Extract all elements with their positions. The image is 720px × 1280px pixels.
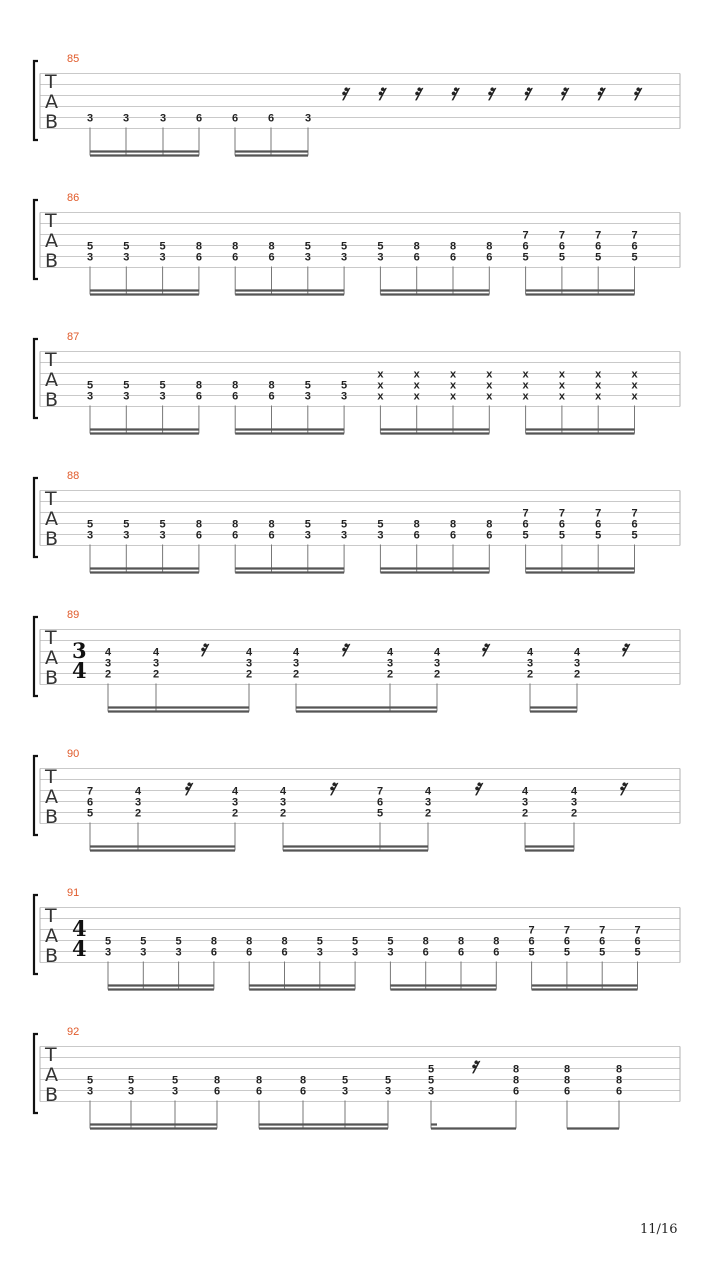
fret-number: 6 — [299, 1085, 307, 1098]
rest-symbol: 𝄿 — [413, 79, 421, 106]
rest-symbol: 𝄿 — [473, 774, 481, 801]
fret-number: 6 — [195, 112, 203, 125]
fret-number: 5 — [631, 529, 638, 542]
fret-number: 5 — [376, 807, 384, 820]
fret-number: 5 — [86, 240, 94, 253]
fret-number: 8 — [486, 240, 493, 253]
tab-clef-letter: A — [45, 91, 58, 113]
fret-number: x — [631, 390, 638, 403]
tab-clef-letter: T — [45, 1044, 57, 1066]
fret-number: 6 — [522, 240, 529, 253]
fret-number: 8 — [563, 1074, 571, 1087]
measure-number: 91 — [67, 887, 80, 899]
measure-number: 92 — [67, 1026, 80, 1038]
fret-number: 3 — [104, 946, 112, 959]
fret-number: x — [486, 368, 493, 381]
fret-number: 3 — [341, 251, 348, 264]
rest-symbol: 𝄿 — [596, 79, 603, 106]
fret-number: 8 — [232, 379, 239, 392]
fret-number: 6 — [563, 935, 570, 948]
fret-number: 3 — [341, 529, 348, 542]
fret-number: 8 — [268, 240, 275, 253]
fret-number: 4 — [433, 646, 441, 659]
system-bracket — [34, 339, 38, 418]
fret-number: 6 — [486, 529, 493, 542]
rest-symbol: 𝄿 — [620, 635, 628, 662]
fret-number: 3 — [123, 390, 130, 403]
fret-number: 3 — [127, 1085, 135, 1098]
fret-number: 5 — [159, 240, 166, 253]
fret-number: 4 — [104, 646, 112, 659]
fret-number: x — [595, 390, 602, 403]
fret-number: 6 — [232, 529, 239, 542]
fret-number: 6 — [522, 518, 529, 531]
fret-number: 3 — [159, 390, 166, 403]
fret-number: 5 — [123, 379, 130, 392]
fret-number: x — [413, 368, 420, 381]
tab-clef-letter: A — [45, 786, 58, 808]
fret-number: 6 — [512, 1085, 520, 1098]
fret-number: x — [595, 379, 602, 392]
fret-number: 8 — [299, 1074, 307, 1087]
fret-number: 5 — [123, 518, 130, 531]
fret-number: 3 — [573, 657, 581, 670]
system-bracket — [34, 617, 38, 696]
fret-number: 2 — [386, 668, 394, 681]
fret-number: 6 — [528, 935, 535, 948]
fret-number: 7 — [595, 507, 602, 520]
fret-number: 3 — [175, 946, 182, 959]
fret-number: 7 — [595, 229, 602, 242]
fret-number: 3 — [159, 251, 166, 264]
fret-number: 3 — [159, 529, 166, 542]
fret-number: 3 — [304, 529, 311, 542]
fret-number: 5 — [104, 935, 112, 948]
fret-number: 7 — [631, 507, 638, 520]
fret-number: 4 — [521, 785, 529, 798]
fret-number: 3 — [377, 529, 384, 542]
fret-number: 6 — [210, 946, 217, 959]
fret-number: x — [486, 390, 493, 403]
fret-number: 2 — [570, 807, 578, 820]
tab-clef-letter: T — [45, 349, 57, 371]
fret-number: 6 — [631, 518, 638, 531]
fret-number: 4 — [386, 646, 394, 659]
fret-number: 5 — [304, 379, 311, 392]
fret-number: 3 — [427, 1085, 435, 1098]
rest-symbol: 𝄿 — [523, 79, 530, 106]
fret-number: 3 — [386, 657, 394, 670]
fret-number: 3 — [304, 390, 311, 403]
rest-symbol: 𝄿 — [340, 79, 348, 106]
fret-number: 5 — [123, 240, 130, 253]
fret-number: 8 — [246, 935, 253, 948]
fret-number: 3 — [292, 657, 300, 670]
fret-number: 3 — [152, 657, 160, 670]
fret-number: 4 — [245, 646, 253, 659]
fret-number: 5 — [86, 1074, 94, 1087]
measure-number: 88 — [67, 470, 80, 482]
fret-number: 4 — [570, 785, 578, 798]
fret-number: 5 — [316, 935, 323, 948]
fret-number: 8 — [449, 240, 457, 253]
rest-symbol: 𝄿 — [328, 774, 336, 801]
fret-number: 3 — [352, 946, 359, 959]
fret-number: 8 — [615, 1074, 623, 1087]
fret-number: 5 — [341, 1074, 349, 1087]
fret-number: 6 — [615, 1085, 623, 1098]
fret-number: 3 — [279, 796, 287, 809]
fret-number: x — [377, 390, 384, 403]
fret-number: 8 — [563, 1063, 571, 1076]
fret-number: 3 — [86, 1085, 94, 1098]
fret-number: 3 — [387, 946, 394, 959]
tab-clef-letter: B — [45, 806, 59, 828]
page-number: 11/16 — [640, 1222, 678, 1237]
fret-number: 3 — [140, 946, 147, 959]
fret-number: 3 — [526, 657, 534, 670]
fret-number: x — [413, 379, 420, 392]
fret-number: 6 — [558, 240, 565, 253]
tab-clef-letter: B — [45, 528, 59, 550]
tab-clef-letter: T — [45, 627, 57, 649]
fret-number: 7 — [376, 785, 384, 798]
fret-number: 2 — [152, 668, 160, 681]
tab-clef-letter: A — [45, 925, 58, 947]
fret-number: 8 — [268, 518, 275, 531]
fret-number: 6 — [449, 251, 457, 264]
fret-number: 8 — [232, 240, 239, 253]
fret-number: x — [631, 368, 638, 381]
fret-number: 6 — [457, 946, 465, 959]
fret-number: 2 — [134, 807, 142, 820]
fret-number: 7 — [522, 507, 529, 520]
system-bracket — [34, 200, 38, 279]
fret-number: 3 — [171, 1085, 179, 1098]
fret-number: 5 — [352, 935, 359, 948]
fret-number: 2 — [521, 807, 529, 820]
fret-number: 6 — [376, 796, 384, 809]
tab-clef-letter: A — [45, 369, 58, 391]
fret-number: 6 — [195, 390, 202, 403]
rest-symbol: 𝄿 — [632, 79, 640, 106]
fret-number: 3 — [245, 657, 253, 670]
measure-number: 90 — [67, 748, 80, 760]
tab-clef-letter: B — [45, 389, 59, 411]
tab-clef-letter: A — [45, 647, 58, 669]
fret-number: 5 — [427, 1063, 435, 1076]
fret-number: x — [631, 379, 638, 392]
fret-number: x — [522, 390, 529, 403]
fret-number: 5 — [140, 935, 147, 948]
fret-number: x — [449, 390, 457, 403]
fret-number: 2 — [104, 668, 112, 681]
system-bracket — [34, 478, 38, 557]
rest-symbol: 𝄿 — [559, 79, 567, 106]
rest-symbol: 𝄿 — [618, 774, 626, 801]
fret-number: 8 — [615, 1063, 623, 1076]
fret-number: 6 — [232, 251, 239, 264]
rest-symbol: 𝄿 — [183, 774, 191, 801]
fret-number: 8 — [195, 379, 202, 392]
fret-number: 8 — [195, 240, 202, 253]
fret-number: 3 — [159, 112, 167, 125]
rest-symbol: 𝄿 — [199, 635, 207, 662]
fret-number: 5 — [631, 251, 638, 264]
fret-number: 2 — [424, 807, 432, 820]
fret-number: 5 — [599, 946, 606, 959]
time-signature-bottom: 4 — [72, 658, 87, 683]
fret-number: 5 — [563, 946, 570, 959]
fret-number: 8 — [210, 935, 217, 948]
fret-number: 5 — [304, 240, 311, 253]
fret-number: 7 — [522, 229, 529, 242]
fret-number: 5 — [634, 946, 641, 959]
fret-number: 5 — [377, 518, 384, 531]
fret-number: 5 — [387, 935, 394, 948]
fret-number: 6 — [232, 390, 239, 403]
tab-clef-letter: A — [45, 508, 58, 530]
fret-number: 4 — [424, 785, 432, 798]
fret-number: 3 — [341, 1085, 349, 1098]
fret-number: x — [522, 368, 529, 381]
fret-number: 3 — [316, 946, 323, 959]
fret-number: 6 — [413, 529, 420, 542]
tab-clef-letter: B — [45, 250, 59, 272]
rest-symbol: 𝄿 — [377, 79, 384, 106]
fret-number: x — [595, 368, 602, 381]
fret-number: 8 — [486, 518, 493, 531]
fret-number: 4 — [152, 646, 160, 659]
fret-number: 3 — [123, 251, 130, 264]
fret-number: 4 — [292, 646, 300, 659]
rest-symbol: 𝄿 — [470, 1052, 478, 1079]
tab-clef-letter: B — [45, 945, 59, 967]
fret-number: 6 — [422, 946, 429, 959]
fret-number: 7 — [558, 229, 565, 242]
rest-symbol: 𝄿 — [480, 635, 488, 662]
fret-number: 3 — [86, 390, 94, 403]
fret-number: 3 — [231, 796, 239, 809]
fret-number: 3 — [134, 796, 142, 809]
measure-number: 86 — [67, 192, 80, 204]
fret-number: 2 — [573, 668, 581, 681]
fret-number: 4 — [573, 646, 581, 659]
fret-number: 5 — [528, 946, 535, 959]
time-signature-bottom: 4 — [72, 936, 87, 961]
fret-number: 8 — [422, 935, 429, 948]
fret-number: 5 — [427, 1074, 435, 1087]
fret-number: 8 — [232, 518, 239, 531]
fret-number: x — [377, 379, 384, 392]
fret-number: 5 — [522, 529, 529, 542]
fret-number: 6 — [558, 518, 565, 531]
fret-number: 3 — [86, 112, 94, 125]
fret-number: 6 — [268, 390, 275, 403]
fret-number: 5 — [384, 1074, 392, 1087]
fret-number: x — [449, 379, 457, 392]
system-bracket — [34, 895, 38, 974]
fret-number: 5 — [127, 1074, 135, 1087]
fret-number: 3 — [86, 251, 94, 264]
tab-clef-letter: B — [45, 1084, 59, 1106]
fret-number: 5 — [558, 251, 565, 264]
time-signature-top: 3 — [72, 638, 87, 663]
fret-number: 3 — [424, 796, 432, 809]
tab-clef-letter: A — [45, 230, 58, 252]
fret-number: 8 — [457, 935, 465, 948]
fret-number: 6 — [599, 935, 606, 948]
fret-number: 8 — [413, 240, 420, 253]
fret-number: 2 — [292, 668, 300, 681]
fret-number: 3 — [304, 112, 312, 125]
fret-number: 2 — [279, 807, 287, 820]
fret-number: 5 — [86, 379, 94, 392]
fret-number: 2 — [526, 668, 534, 681]
fret-number: 5 — [341, 518, 348, 531]
fret-number: 8 — [255, 1074, 263, 1087]
fret-number: 7 — [558, 507, 565, 520]
fret-number: 3 — [86, 529, 94, 542]
fret-number: 8 — [449, 518, 457, 531]
rest-symbol: 𝄿 — [486, 79, 494, 106]
fret-number: 6 — [195, 251, 202, 264]
fret-number: 6 — [213, 1085, 221, 1098]
fret-number: 5 — [595, 251, 602, 264]
fret-number: 7 — [599, 924, 606, 937]
fret-number: 3 — [304, 251, 311, 264]
fret-number: 5 — [377, 240, 384, 253]
fret-number: 2 — [245, 668, 253, 681]
fret-number: 7 — [634, 924, 641, 937]
tab-clef-letter: A — [45, 1064, 58, 1086]
fret-number: 5 — [175, 935, 182, 948]
fret-number: 6 — [86, 796, 94, 809]
fret-number: 7 — [86, 785, 94, 798]
fret-number: 3 — [104, 657, 112, 670]
fret-number: 4 — [134, 785, 142, 798]
fret-number: 8 — [268, 379, 275, 392]
fret-number: 3 — [123, 529, 130, 542]
rest-symbol: 𝄿 — [340, 635, 348, 662]
fret-number: 2 — [231, 807, 239, 820]
fret-number: 3 — [433, 657, 441, 670]
fret-number: 5 — [341, 240, 348, 253]
tab-clef-letter: T — [45, 766, 57, 788]
rest-symbol: 𝄿 — [450, 79, 457, 106]
fret-number: 3 — [521, 796, 529, 809]
fret-number: 5 — [522, 251, 529, 264]
fret-number: 6 — [413, 251, 420, 264]
fret-number: 6 — [631, 240, 638, 253]
fret-number: 5 — [341, 379, 348, 392]
fret-number: 8 — [413, 518, 420, 531]
fret-number: 8 — [281, 935, 288, 948]
fret-number: x — [558, 390, 565, 403]
system-bracket — [34, 61, 38, 140]
fret-number: 5 — [159, 379, 166, 392]
fret-number: 5 — [558, 529, 565, 542]
fret-number: 8 — [512, 1063, 520, 1076]
fret-number: 4 — [279, 785, 287, 798]
fret-number: 8 — [213, 1074, 221, 1087]
fret-number: 6 — [268, 529, 275, 542]
fret-number: 3 — [122, 112, 130, 125]
fret-number: 6 — [231, 112, 239, 125]
tab-clef-letter: B — [45, 111, 59, 133]
tab-clef-letter: T — [45, 488, 57, 510]
fret-number: 5 — [86, 518, 94, 531]
fret-number: x — [558, 379, 565, 392]
tab-clef-letter: T — [45, 71, 57, 93]
fret-number: 4 — [231, 785, 239, 798]
fret-number: 5 — [171, 1074, 179, 1087]
fret-number: 6 — [246, 946, 253, 959]
measure-number: 87 — [67, 331, 80, 343]
fret-number: x — [413, 390, 420, 403]
system-bracket — [34, 1034, 38, 1113]
fret-number: 2 — [433, 668, 441, 681]
fret-number: 8 — [493, 935, 500, 948]
fret-number: 6 — [595, 240, 602, 253]
fret-number: 6 — [281, 946, 288, 959]
fret-number: 6 — [634, 935, 641, 948]
fret-number: 6 — [195, 529, 202, 542]
fret-number: 5 — [595, 529, 602, 542]
measure-number: 89 — [67, 609, 80, 621]
fret-number: 7 — [631, 229, 638, 242]
fret-number: 5 — [304, 518, 311, 531]
fret-number: 6 — [486, 251, 493, 264]
fret-number: 6 — [255, 1085, 263, 1098]
fret-number: 3 — [570, 796, 578, 809]
fret-number: 3 — [377, 251, 384, 264]
fret-number: 6 — [595, 518, 602, 531]
fret-number: 6 — [449, 529, 457, 542]
fret-number: 6 — [563, 1085, 571, 1098]
fret-number: 8 — [195, 518, 202, 531]
fret-number: 6 — [268, 251, 275, 264]
tab-clef-letter: T — [45, 905, 57, 927]
fret-number: 6 — [267, 112, 275, 125]
fret-number: 8 — [512, 1074, 520, 1087]
tab-clef-letter: T — [45, 210, 57, 232]
fret-number: 7 — [528, 924, 535, 937]
fret-number: x — [449, 368, 457, 381]
measure-number: 85 — [67, 53, 80, 65]
fret-number: 3 — [384, 1085, 392, 1098]
tab-clef-letter: B — [45, 667, 59, 689]
system-bracket — [34, 756, 38, 835]
fret-number: x — [558, 368, 565, 381]
fret-number: 5 — [86, 807, 94, 820]
fret-number: 6 — [493, 946, 500, 959]
fret-number: 7 — [563, 924, 570, 937]
fret-number: x — [377, 368, 384, 381]
fret-number: 4 — [526, 646, 534, 659]
fret-number: 5 — [159, 518, 166, 531]
fret-number: x — [486, 379, 493, 392]
fret-number: 3 — [341, 390, 348, 403]
time-signature-top: 4 — [72, 916, 87, 941]
fret-number: x — [522, 379, 529, 392]
